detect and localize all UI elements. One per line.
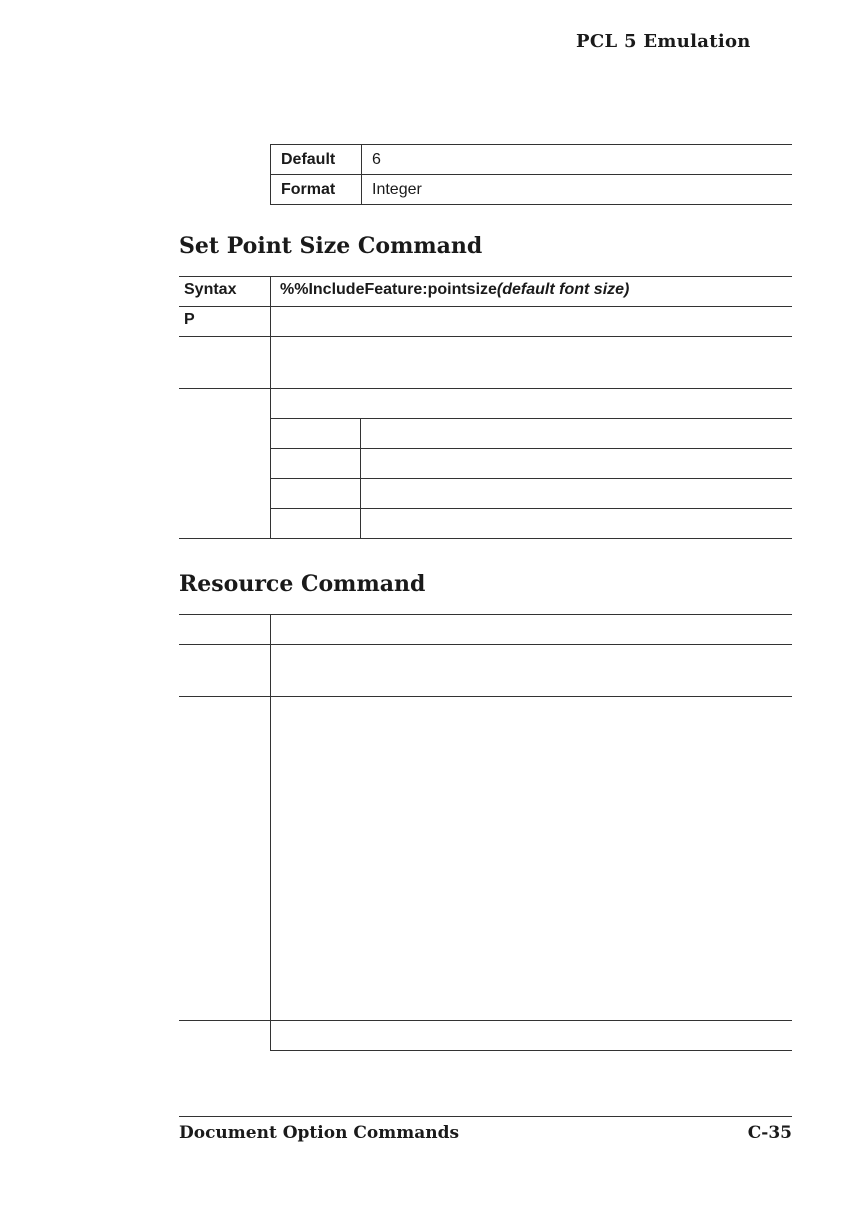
- syntax-argument: (default font size): [496, 281, 630, 298]
- resource-heading: Resource Command: [179, 571, 426, 597]
- syntax-label: Syntax: [184, 281, 237, 298]
- footer-section-title: Document Option Commands: [179, 1123, 460, 1143]
- default-label: Default: [271, 145, 362, 175]
- table-row: [271, 175, 793, 205]
- column-divider: [270, 614, 271, 1051]
- rule: [270, 1050, 792, 1051]
- p-label: P: [184, 311, 195, 328]
- rule: [270, 508, 792, 509]
- rule: [270, 448, 792, 449]
- syntax-command: %%IncludeFeature:pointsize: [280, 281, 497, 298]
- rule: [270, 478, 792, 479]
- rule: [179, 538, 792, 539]
- default-value: 6: [362, 145, 793, 175]
- table-row: [271, 145, 793, 175]
- format-value: Integer: [362, 175, 793, 205]
- page-number: C-35: [747, 1123, 792, 1143]
- set-point-size-heading: Set Point Size Command: [179, 233, 483, 259]
- page-header-title: PCL 5 Emulation: [576, 31, 751, 52]
- footer-rule: [179, 1116, 792, 1117]
- rule: [270, 418, 792, 419]
- format-label: Format: [271, 175, 362, 205]
- column-divider: [270, 276, 271, 538]
- column-divider: [360, 418, 361, 538]
- syntax-value: [280, 281, 629, 299]
- defaults-table: [270, 144, 792, 205]
